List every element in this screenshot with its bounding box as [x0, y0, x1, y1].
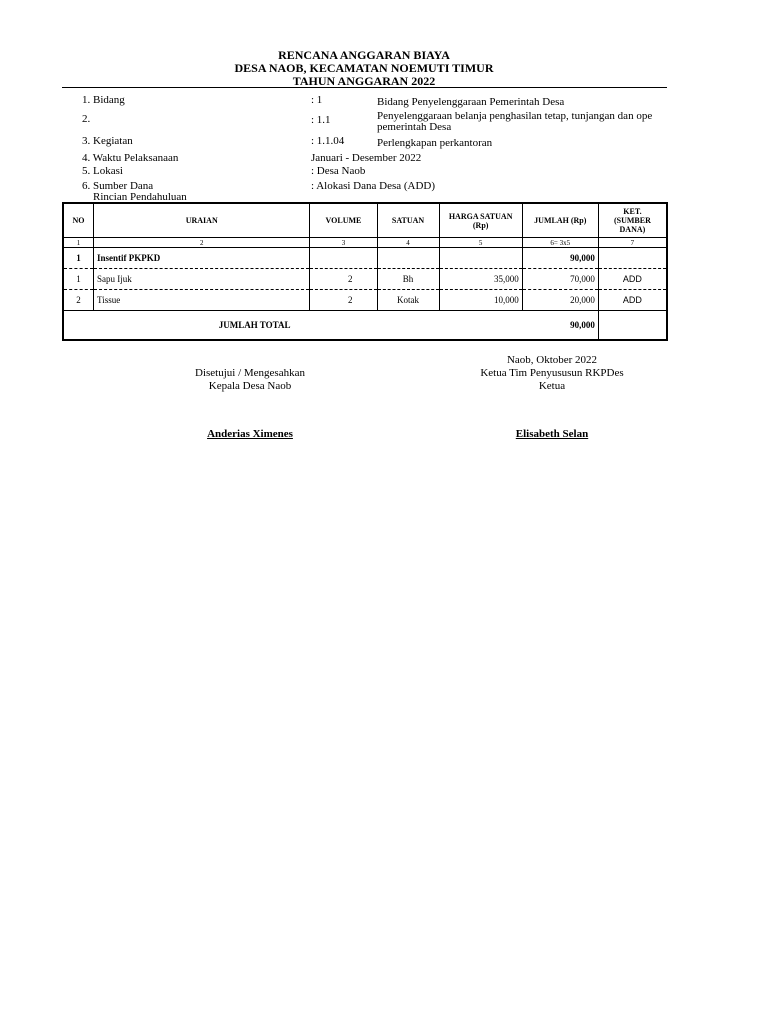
- row-harga: 10,000: [439, 290, 522, 311]
- row-volume: 2: [310, 290, 377, 311]
- group-harga: [439, 248, 522, 269]
- header-harga-line-2: (Rp): [472, 220, 489, 230]
- row-volume: 2: [310, 269, 377, 290]
- table-row: [64, 290, 667, 311]
- total-value: 90,000: [522, 311, 598, 340]
- table-row: [64, 269, 667, 290]
- doc-title-line-2: DESA NAOB, KECAMATAN NOEMUTI TIMUR: [234, 61, 494, 75]
- lokasi-value: : Desa Naob: [311, 165, 366, 177]
- lokasi-label: 5. Lokasi: [82, 165, 123, 177]
- col-num-7: 7: [598, 238, 666, 248]
- sumber-dana-value: : Alokasi Dana Desa (ADD): [311, 180, 436, 192]
- bidang-label: 1. Bidang: [82, 94, 125, 106]
- kegiatan-code: : 1.1.04: [311, 135, 345, 147]
- approval-line-1: Disetujui / Mengesahkan: [195, 367, 305, 379]
- table-header-row: [64, 204, 667, 238]
- header-harga-line-1: HARGA SATUAN: [448, 211, 513, 221]
- group-ket: [598, 248, 666, 269]
- row-no: 2: [64, 290, 94, 311]
- row-harga: 35,000: [439, 269, 522, 290]
- rincian-label: Rincian Pendahuluan: [93, 191, 187, 203]
- row-jumlah: 70,000: [522, 269, 598, 290]
- sub-bidang-desc-1: Penyelenggaraan belanja penghasilan tetap, tunjangan dan ope: [377, 110, 653, 122]
- left-signatory-name: Anderias Ximenes: [207, 428, 293, 440]
- header-ket-line-2: (SUMBER: [613, 216, 651, 225]
- header-no: NO: [64, 204, 94, 238]
- row-satuan: Kotak: [377, 290, 439, 311]
- header-jumlah: JUMLAH (Rp): [522, 204, 598, 238]
- header-ket: [598, 204, 666, 238]
- header-uraian: URAIAN: [94, 204, 310, 238]
- column-number-row: [64, 238, 667, 248]
- waktu-value: Januari - Desember 2022: [311, 152, 422, 164]
- total-ket: [598, 311, 666, 340]
- row-jumlah: 20,000: [522, 290, 598, 311]
- row-no: 1: [64, 269, 94, 290]
- col-num-2: 2: [94, 238, 310, 248]
- total-row: [64, 311, 667, 340]
- sub-bidang-desc-2: pemerintah Desa: [377, 121, 452, 133]
- group-row: [64, 248, 667, 269]
- kegiatan-label: 3. Kegiatan: [82, 135, 133, 147]
- col-num-1: 1: [64, 238, 94, 248]
- row-uraian: Sapu Ijuk: [94, 269, 310, 290]
- header-ket-line-1: KET.: [623, 207, 642, 216]
- doc-title-line-3: TAHUN ANGGARAN 2022: [292, 74, 436, 88]
- group-volume: [310, 248, 377, 269]
- committee-line-2: Ketua: [538, 380, 566, 392]
- right-signatory-name: Elisabeth Selan: [515, 428, 589, 440]
- sub-bidang-code: : 1.1: [311, 114, 331, 126]
- kegiatan-desc: Perlengkapan perkantoran: [377, 137, 493, 149]
- group-satuan: [377, 248, 439, 269]
- committee-line-1: Ketua Tim Penyususun RKPDes: [480, 367, 624, 379]
- sub-bidang-label: 2.: [82, 113, 91, 125]
- row-ket: ADD: [598, 269, 666, 290]
- group-jumlah: 90,000: [522, 248, 598, 269]
- waktu-label: 4. Waktu Pelaksanaan: [82, 152, 179, 164]
- header-volume: VOLUME: [310, 204, 377, 238]
- title-underline: [62, 87, 667, 88]
- doc-title-line-1: RENCANA ANGGARAN BIAYA: [278, 48, 450, 62]
- bidang-code: : 1: [311, 94, 323, 106]
- col-num-4: 4: [377, 238, 439, 248]
- budget-table: [62, 202, 668, 341]
- row-ket: ADD: [598, 290, 666, 311]
- col-num-6: 6= 3x5: [522, 238, 598, 248]
- header-satuan: SATUAN: [377, 204, 439, 238]
- sumber-dana-label: 6. Sumber Dana: [82, 180, 154, 192]
- header-harga-satuan: [439, 204, 522, 238]
- row-uraian: Tissue: [94, 290, 310, 311]
- row-satuan: Bh: [377, 269, 439, 290]
- col-num-3: 3: [310, 238, 377, 248]
- place-date: Naob, Oktober 2022: [506, 354, 598, 366]
- group-no: 1: [64, 248, 94, 269]
- group-uraian: Insentif PKPKD: [94, 248, 310, 269]
- header-ket-line-3: DANA): [619, 225, 646, 234]
- col-num-5: 5: [439, 238, 522, 248]
- bidang-desc: Bidang Penyelenggaraan Pemerintah Desa: [377, 96, 565, 108]
- approval-line-2: Kepala Desa Naob: [208, 380, 292, 392]
- total-label: JUMLAH TOTAL: [64, 311, 523, 340]
